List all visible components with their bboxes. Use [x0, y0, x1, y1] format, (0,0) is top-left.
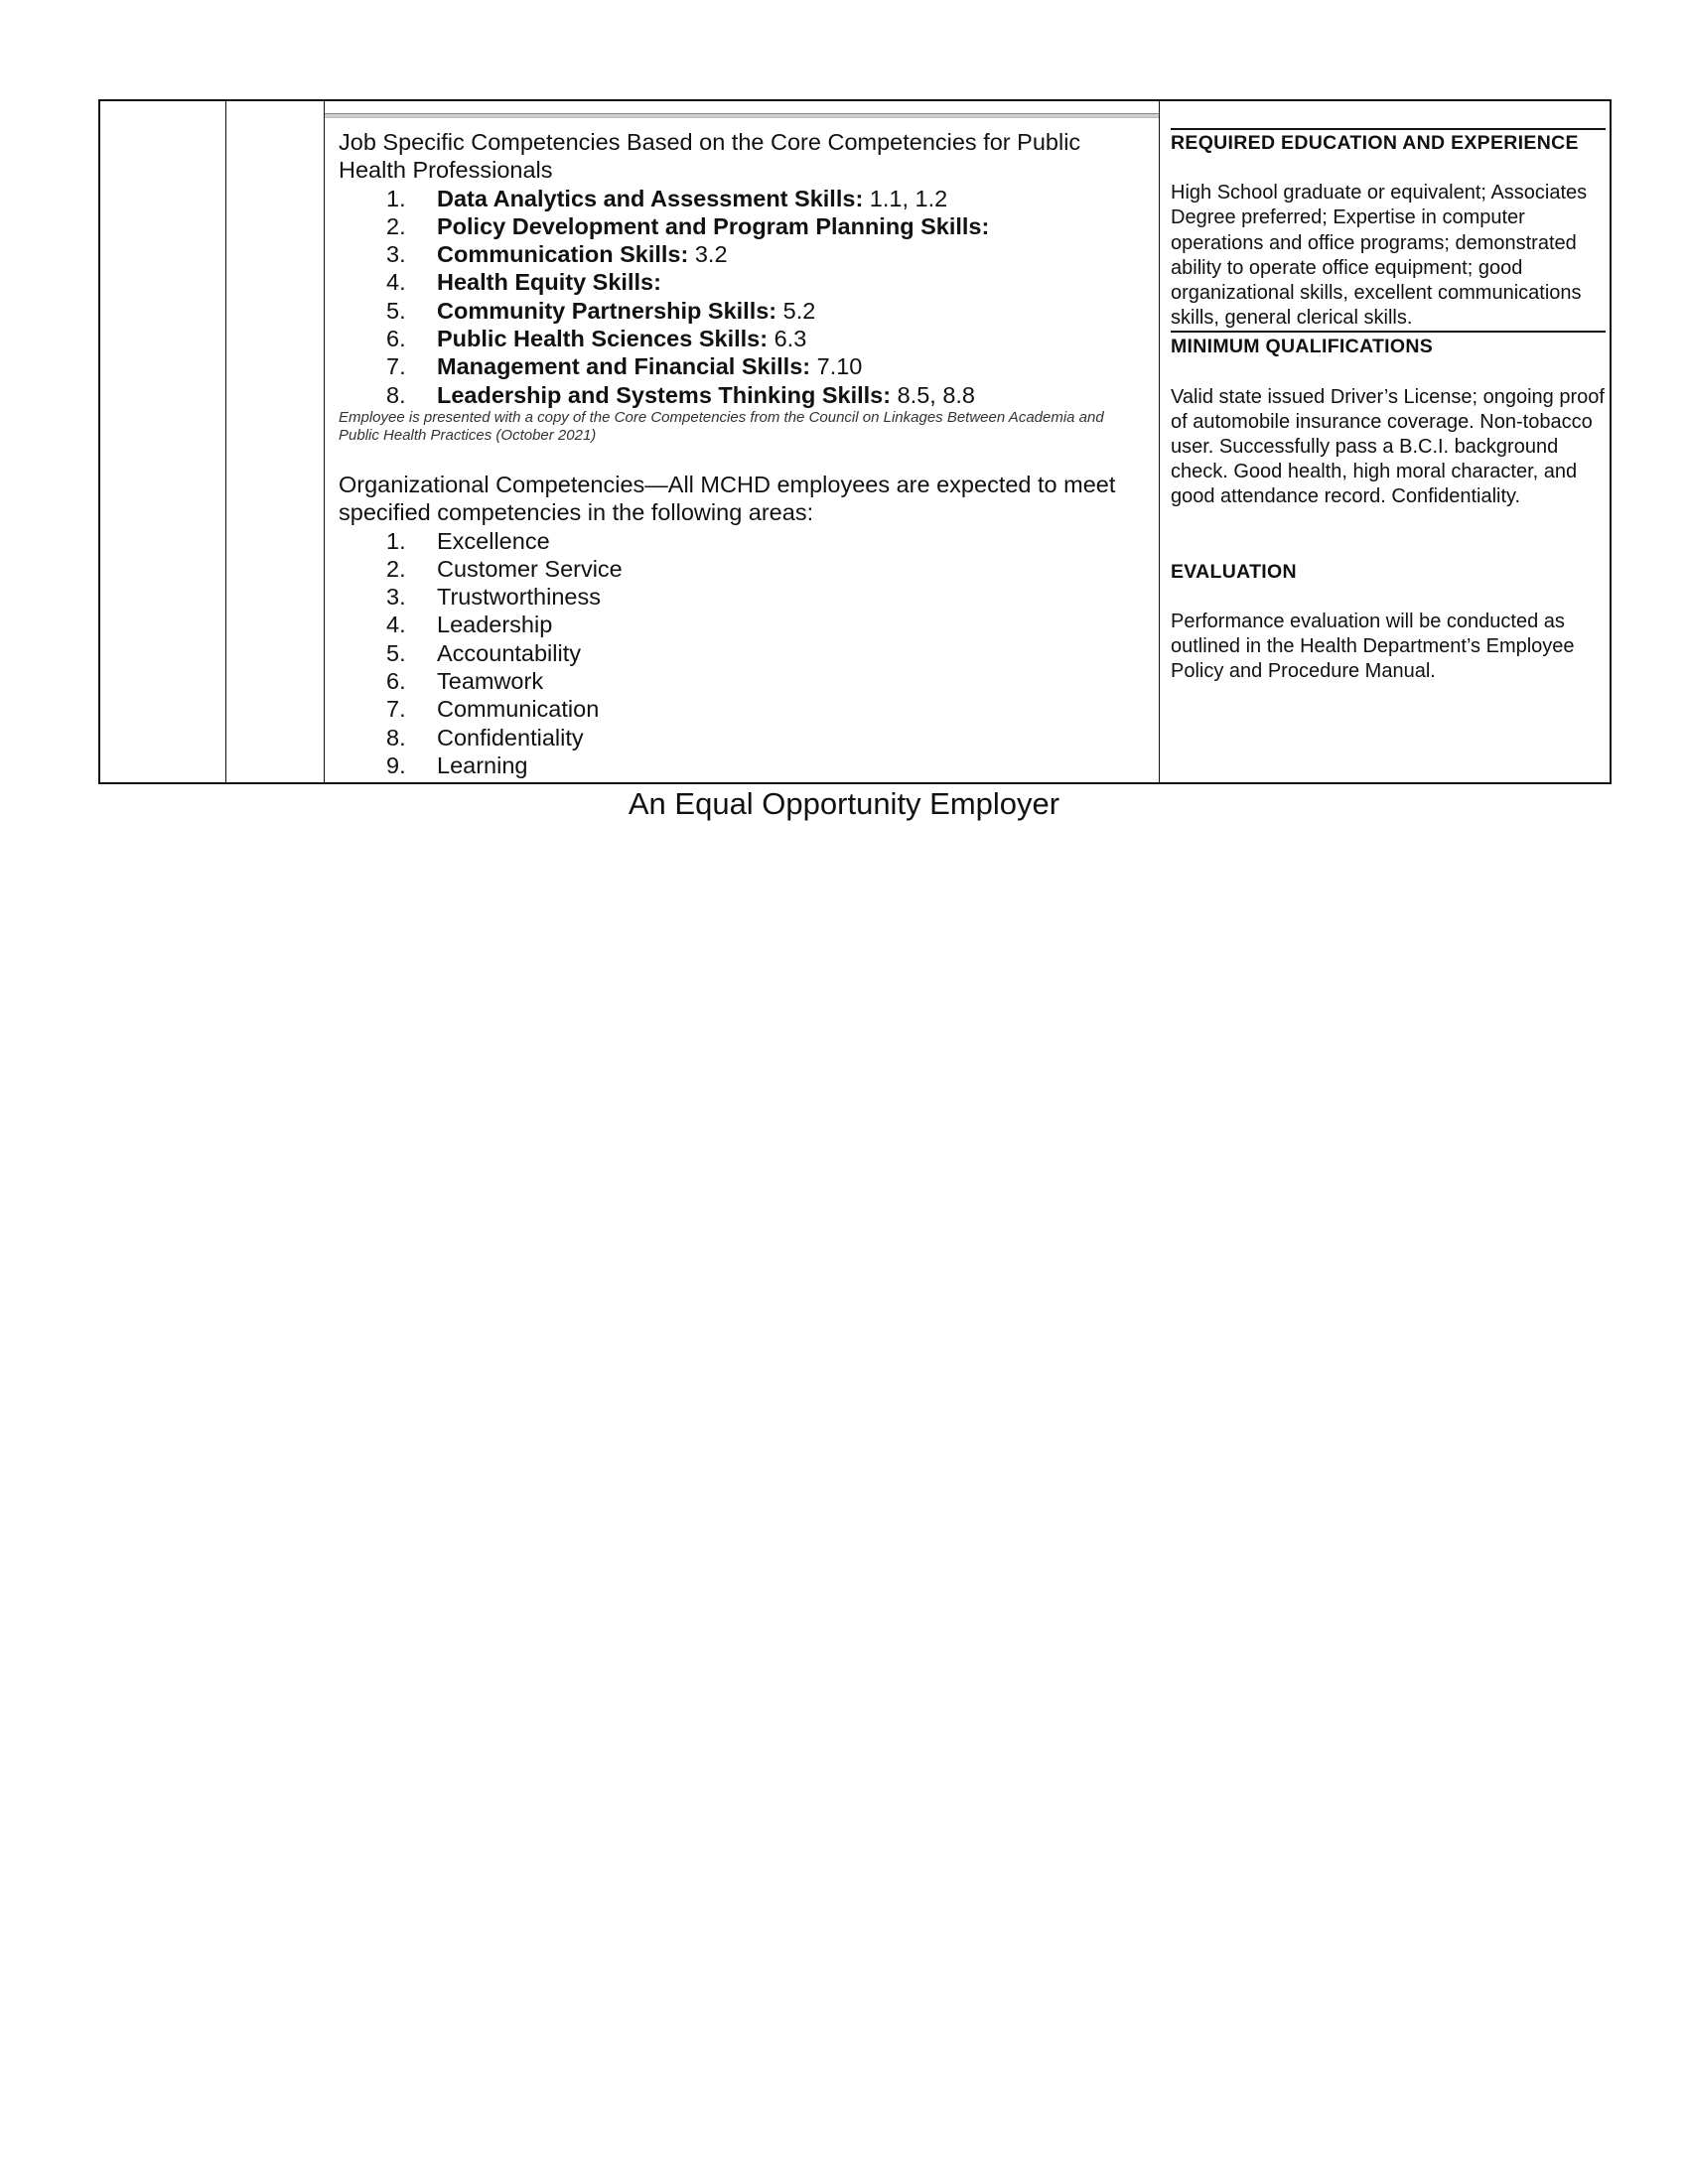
organizational-competencies-intro: Organizational Competencies—All MCHD employees are expected to meet specified competencies in the following areas: — [339, 471, 1116, 526]
requirements-cell — [1171, 128, 1606, 684]
double-rule — [325, 113, 1159, 118]
competencies-note: Employee is presented with a copy of the Core Competencies from the Council on Linkages Between Academia and Public Health Practices (October 2021) — [339, 408, 1104, 444]
footer-text: An Equal Opportunity Employer — [628, 786, 1060, 821]
qualifications-text: Valid state issued Driver’s License; ongoing proof of automobile insurance coverage. Non-tobacco user. Successfully pass a B.C.I. background check. Good health, high moral character, and good attendance record. Confidentiality. — [1171, 385, 1605, 508]
list-item: 7. Management and Financial Skills: 7.10 — [386, 353, 863, 380]
list-item: 8. Leadership and Systems Thinking Skills: 8.5, 8.8 — [386, 381, 976, 408]
evaluation-heading: EVALUATION — [1171, 560, 1297, 583]
list-item: 9. Learning — [386, 751, 528, 778]
education-heading: REQUIRED EDUCATION AND EXPERIENCE — [1171, 132, 1579, 154]
list-item: 1. Excellence — [386, 527, 550, 554]
list-item: 7. Communication — [386, 696, 600, 723]
job-competencies-list — [339, 185, 1148, 409]
column-divider — [324, 101, 325, 782]
list-item: 1. Data Analytics and Assessment Skills: 1.1, 1.2 — [386, 185, 948, 211]
education-text: High School graduate or equivalent; Associates Degree preferred; Expertise in computer operations and office programs; demonstrated ability to operate office equipment; good organizational skills, excellent communications skills, general clerical skills. — [1171, 182, 1588, 330]
list-item: 4. Leadership — [386, 612, 553, 638]
list-item: 6. Public Health Sciences Skills: 6.3 — [386, 326, 807, 352]
list-item: 6. Teamwork — [386, 668, 544, 695]
competencies-cell — [339, 128, 1148, 779]
column-divider — [225, 101, 226, 782]
list-item: 8. Confidentiality — [386, 724, 584, 751]
list-item: 5. Accountability — [386, 639, 581, 666]
list-item: 4. Health Equity Skills: — [386, 269, 661, 296]
list-item: 5. Community Partnership Skills: 5.2 — [386, 297, 816, 324]
divider — [1171, 128, 1606, 130]
list-item: 3. Trustworthiness — [386, 584, 601, 611]
list-item: 2. Policy Development and Program Planning Skills: — [386, 212, 990, 239]
column-divider — [1159, 101, 1160, 782]
list-item: 3. Communication Skills: 3.2 — [386, 241, 728, 268]
organizational-competencies-list — [339, 527, 1148, 780]
list-item: 2. Customer Service — [386, 555, 623, 582]
job-competencies-intro: Job Specific Competencies Based on the Core Competencies for Public Health Professionals — [339, 129, 1081, 184]
qualifications-heading: MINIMUM QUALIFICATIONS — [1171, 336, 1434, 358]
divider — [1171, 331, 1606, 333]
job-description-table — [98, 99, 1612, 784]
evaluation-text: Performance evaluation will be conducted as outlined in the Health Department’s Employee Policy and Procedure Manual. — [1171, 610, 1575, 683]
